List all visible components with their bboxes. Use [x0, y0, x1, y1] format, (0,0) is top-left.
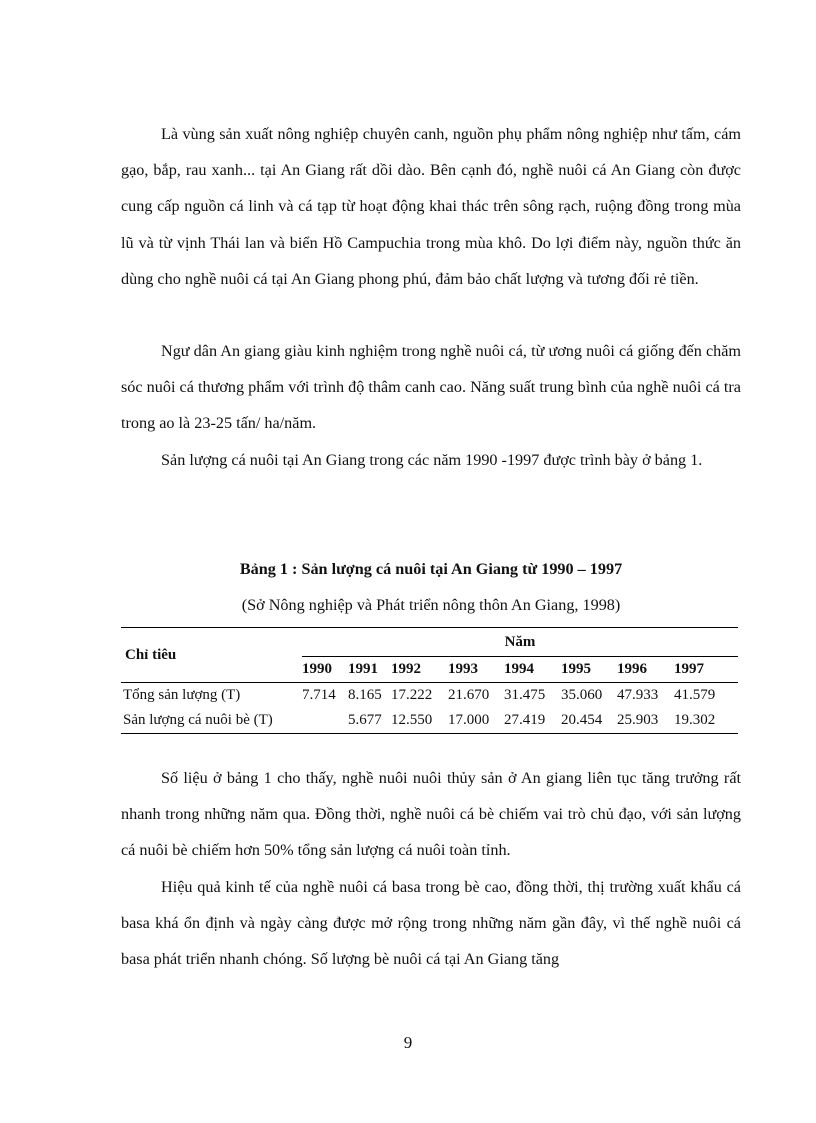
row-label: Tổng sản lượng (T)	[123, 687, 241, 703]
paragraph-feed-sources: Là vùng sản xuất nông nghiệp chuyên canh, nguồn phụ phẩm nông nghiệp như tấm, cám gạo, bắp, rau xanh... tại An Giang rất dồi dào. Bên cạnh đó, nghề nuôi cá An Giang còn được cung cấp nguồn cá linh và cá tạp từ hoạt động khai thác trên sông rạch, ruộng đồng trong mùa lũ và từ vịnh Thái lan và biển Hồ Campuchia trong mùa khô. Do lợi điểm này, nguồn thức ăn dùng cho nghề nuôi cá tại An Giang phong phú, đảm bảo chất lượng và tương đối rẻ tiền.	[121, 125, 741, 288]
year-group-header: Năm	[302, 628, 738, 657]
table-row	[121, 683, 738, 709]
table-title: Bảng 1 : Sản lượng cá nuôi tại An Giang từ 1990 – 1997	[239, 560, 623, 578]
table-row	[121, 708, 738, 734]
year-header: 1997	[674, 657, 738, 683]
table-cell	[302, 708, 348, 734]
year-header: 1996	[617, 657, 674, 683]
table-cell: 20.454	[561, 708, 617, 734]
table-cell: 17.222	[391, 687, 433, 703]
table-cell: 19.302	[674, 708, 738, 734]
table-cell: 31.475	[504, 687, 546, 703]
table-cell: 12.550	[391, 708, 448, 734]
table-cell: 25.903	[617, 708, 674, 734]
table-cell: 5.677	[348, 708, 391, 734]
production-table	[121, 627, 738, 734]
table-cell: 17.000	[448, 708, 504, 734]
table-cell: 47.933	[617, 687, 659, 703]
table-cell: 7.714	[302, 687, 336, 703]
page-number: 9	[403, 1033, 413, 1052]
paragraph-farmer-experience: Ngư dân An giang giàu kinh nghiệm trong nghề nuôi cá, từ ương nuôi cá giống đến chăm sóc nuôi cá thương phẩm với trình độ thâm canh cao. Năng suất trung bình của nghề nuôi cá tra trong ao là 23-25 tấn/ ha/năm.	[121, 342, 741, 433]
table-source: (Sở Nông nghiệp và Phát triển nông thôn An Giang, 1998)	[241, 596, 621, 614]
year-header: 1991	[348, 657, 391, 683]
table-cell: 41.579	[674, 687, 716, 703]
table-cell: 35.060	[561, 687, 603, 703]
year-header: 1992	[391, 657, 448, 683]
table-cell: 8.165	[348, 687, 382, 703]
row-label: Sản lượng cá nuôi bè (T)	[121, 708, 302, 734]
paragraph-table-intro: Sản lượng cá nuôi tại An Giang trong các năm 1990 -1997 được trình bày ở bảng 1.	[161, 451, 703, 469]
year-header: 1995	[561, 657, 617, 683]
paragraph-table-analysis: Số liệu ở bảng 1 cho thấy, nghề nuôi nuôi thủy sản ở An giang liên tục tăng trưởng rất nhanh trong những năm qua. Đồng thời, nghề nuôi cá bè chiếm vai trò chủ đạo, với sản lượng cá nuôi bè chiếm hơn 50% tổng sản lượng cá nuôi toàn tỉnh.	[121, 769, 741, 860]
table-cell: 27.419	[504, 708, 561, 734]
year-header: 1994	[504, 657, 561, 683]
paragraph-basa-economics: Hiệu quả kinh tế của nghề nuôi cá basa trong bè cao, đồng thời, thị trường xuất khẩu cá basa khá ổn định và ngày càng được mở rộng trong những năm gần đây, vì thế nghề nuôi cá basa phát triển nhanh chóng. Số lượng bè nuôi cá tại An Giang tăng	[121, 878, 741, 969]
year-header: 1993	[448, 657, 504, 683]
year-header: 1990	[302, 657, 348, 683]
table-cell: 21.670	[448, 687, 490, 703]
label-column-header: Chỉ tiêu	[121, 628, 302, 683]
